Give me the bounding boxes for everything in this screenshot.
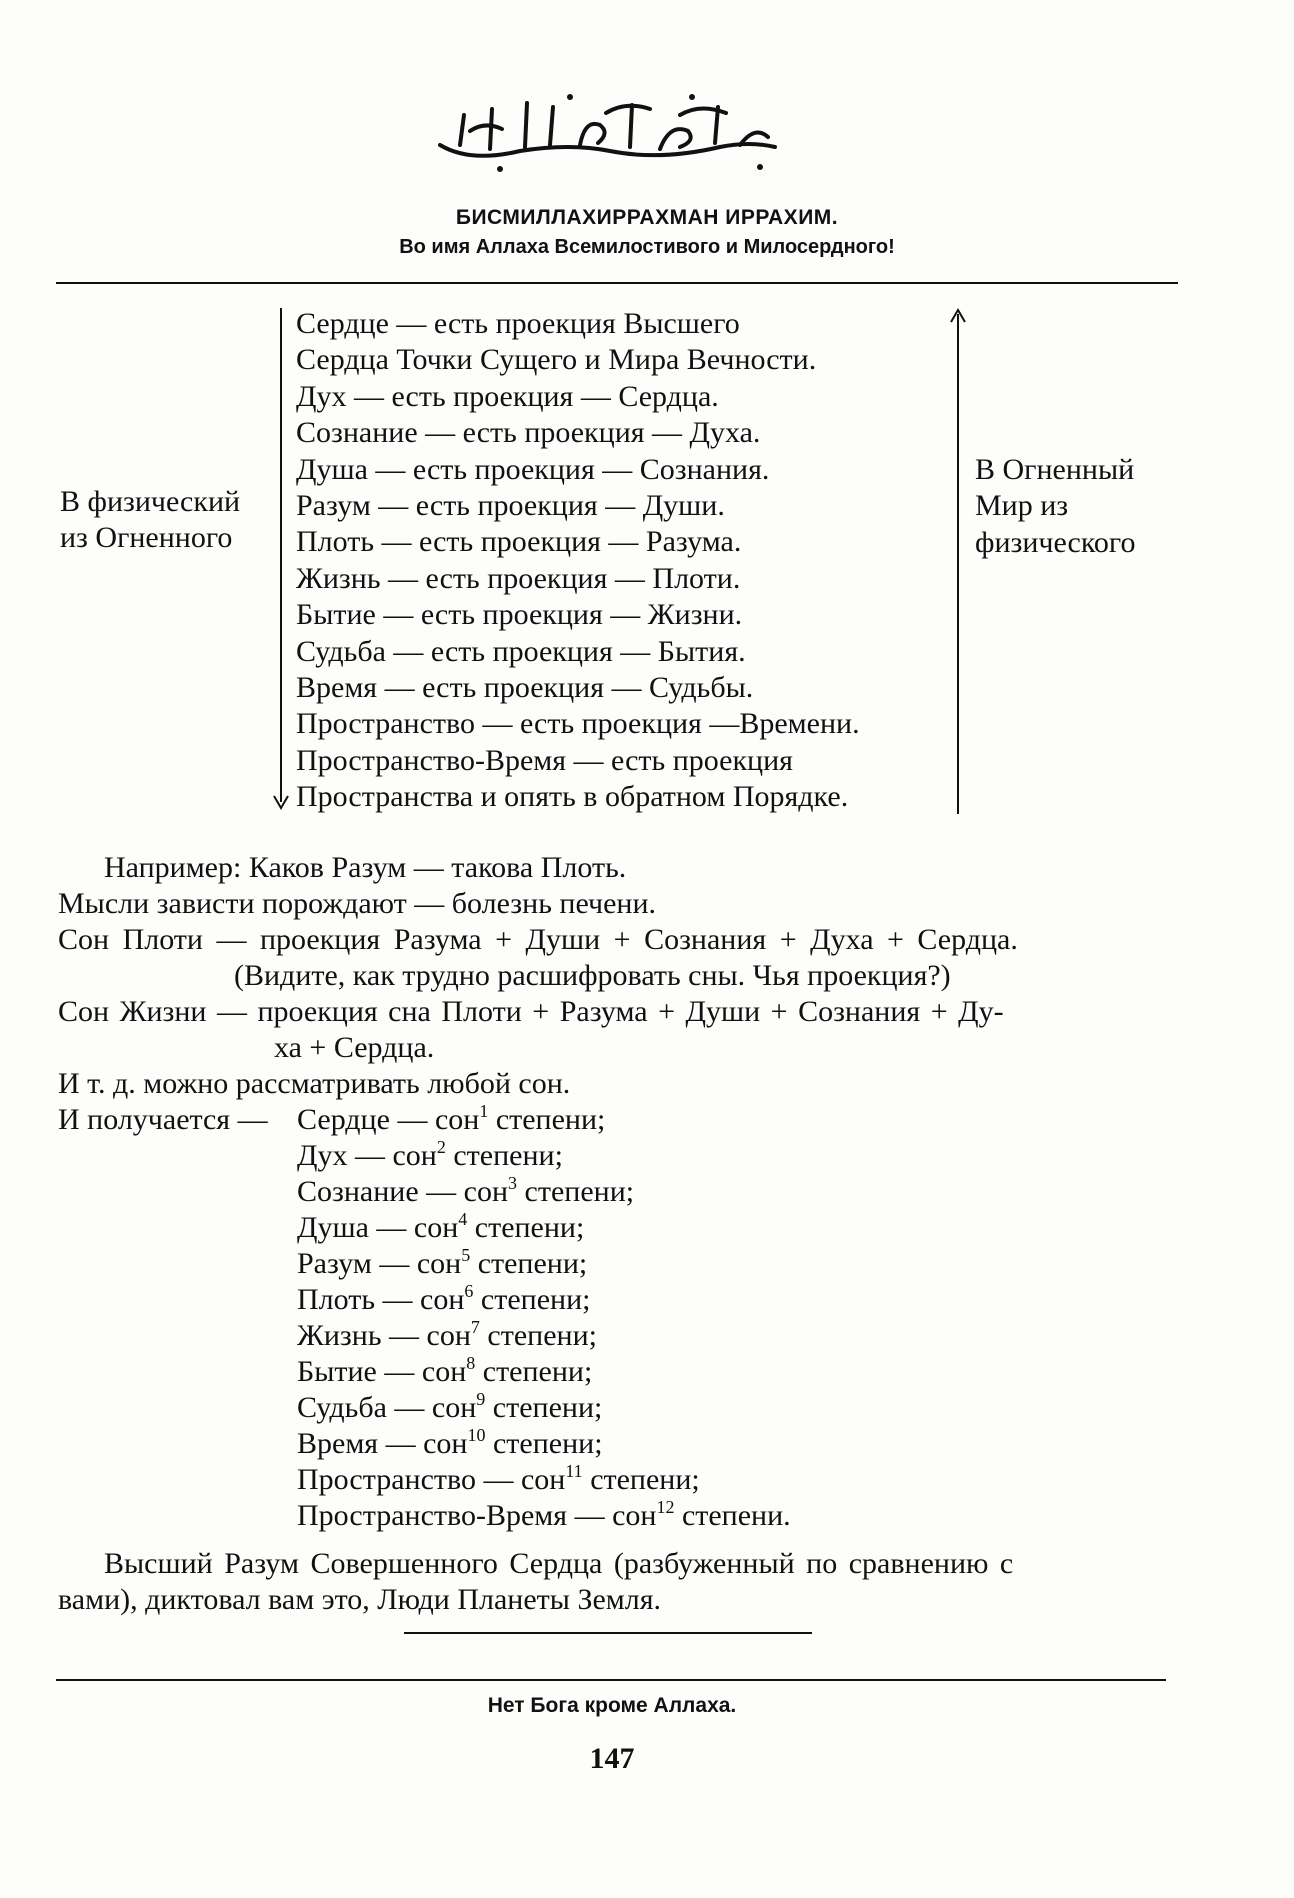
degree-word: сон: [434, 1103, 480, 1136]
degree-exponent: 7: [470, 1317, 480, 1337]
diagram-line: Бытие — есть проекция — Жизни.: [296, 598, 743, 632]
closing-line: вами), диктовал вам это, Люди Планеты Земля.: [58, 1583, 662, 1616]
footer-text: Нет Бога кроме Аллаха.: [487, 1694, 737, 1717]
degree-name: Время: [297, 1427, 379, 1460]
degree-suffix: степени: [492, 1391, 595, 1424]
degree-word: сон: [463, 1175, 509, 1208]
right-label-line: Мир из: [975, 489, 1069, 523]
degree-suffix: степени: [477, 1247, 579, 1280]
degree-suffix: степени: [681, 1499, 784, 1532]
degree-suffix: степени: [495, 1103, 598, 1136]
degree-name: Плоть: [297, 1283, 376, 1316]
degree-row: Душа — сон$^4$ степени;: [297, 1209, 585, 1244]
diagram-line: Судьба — есть проекция — Бытия.: [296, 634, 746, 668]
degree-row: Пространство-Время — сон$^{12}$ степени.: [297, 1497, 791, 1532]
left-label: [60, 484, 240, 557]
degree-row: Судьба — сон$^9$ степени;: [297, 1389, 603, 1424]
paragraph: Мысли зависти порождают — болезнь печени.: [58, 887, 657, 920]
diagram-line: Сердце — есть проекция Высшего: [296, 307, 740, 340]
degree-suffix: степени: [487, 1319, 589, 1352]
degree-name: Сознание: [297, 1175, 419, 1208]
left-label-line: из Огненного: [60, 521, 233, 555]
degree-list: [297, 1102, 791, 1534]
right-label-line: В Огненный: [975, 453, 1135, 486]
degree-word: сон: [520, 1463, 566, 1496]
degree-row: Сердце — сон$^1$ степени;: [297, 1101, 606, 1136]
degree-row: Сознание — сон$^3$ степени;: [297, 1173, 635, 1208]
diagram-line: Жизнь — есть проекция — Плоти.: [296, 561, 741, 595]
degree-name: Разум: [297, 1247, 372, 1280]
diagram-line: Душа — есть проекция — Сознания.: [296, 452, 770, 486]
degree-exponent: 1: [479, 1101, 489, 1121]
diagram-line: Время — есть проекция — Судьбы.: [296, 671, 754, 705]
header-rule: [56, 282, 1178, 284]
diagram-line: Сознание — есть проекция — Духа.: [296, 416, 761, 450]
degree-exponent: 4: [458, 1209, 468, 1229]
right-label: [975, 452, 1135, 561]
degree-name: Жизнь: [297, 1319, 382, 1352]
degree-name: Бытие: [297, 1355, 377, 1388]
degree-row: Время — сон$^{10}$ степени;: [297, 1425, 603, 1460]
degree-word: сон: [431, 1391, 477, 1424]
degree-exponent: 6: [464, 1281, 474, 1301]
diagram-line: Пространство — есть проекция —Времени.: [296, 707, 860, 741]
degree-exponent: 8: [466, 1353, 476, 1373]
paragraph: Сон Жизни — проекция сна Плоти + Разума + Души + Сознания + Ду-: [58, 995, 1004, 1028]
degree-suffix: степени: [590, 1463, 692, 1496]
diagram-line: Сердца Точки Сущего и Мира Вечности.: [296, 343, 817, 377]
degree-word: сон: [421, 1355, 467, 1388]
degree-suffix: степени: [480, 1283, 583, 1316]
header-subtitle: Во имя Аллаха Всемилостивого и Милосердного!: [399, 236, 895, 258]
degree-word: сон: [426, 1319, 471, 1352]
degree-name: Душа: [297, 1211, 369, 1244]
degree-row: Бытие — сон$^8$ степени;: [297, 1353, 593, 1388]
down-arrow-icon: [272, 792, 290, 810]
degree-name: Пространство-Время: [297, 1499, 568, 1532]
right-arrow-line: [957, 314, 959, 814]
degree-exponent: 2: [436, 1137, 446, 1157]
closing-line: Высший Разум Совершенного Сердца (разбуженный по сравнению с: [104, 1547, 1014, 1580]
footer-rule: [56, 1679, 1166, 1681]
degree-row: Дух — сон$^2$ степени;: [297, 1137, 563, 1172]
diagram-line: Плоть — есть проекция — Разума.: [296, 525, 742, 559]
degree-exponent: 5: [461, 1245, 471, 1265]
diagram-line: Пространства и опять в обратном Порядке.: [296, 780, 849, 814]
degree-name: Судьба: [297, 1391, 387, 1424]
degree-word: сон: [416, 1247, 462, 1280]
paragraph-prefix: И получается —: [58, 1103, 268, 1136]
degree-suffix: степени: [524, 1175, 626, 1208]
degree-suffix: степени: [482, 1355, 584, 1388]
paragraph: (Видите, как трудно расшифровать сны. Чья проекция?): [234, 959, 951, 992]
diagram-line: Дух — есть проекция — Сердца.: [296, 379, 719, 413]
right-label-line: физического: [975, 525, 1136, 559]
degree-row: Пространство — сон$^{11}$ степени;: [297, 1461, 700, 1496]
degree-word: сон: [423, 1427, 468, 1460]
degree-suffix: степени: [453, 1139, 555, 1172]
degree-word: сон: [420, 1283, 465, 1316]
diagram-line: Разум — есть проекция — Души.: [296, 489, 725, 523]
paragraph: Например: Каков Разум — такова Плоть.: [104, 851, 627, 884]
diagram-line: Пространство-Время — есть проекция: [296, 743, 793, 777]
degree-exponent: 9: [476, 1389, 486, 1409]
degree-word: сон: [413, 1211, 459, 1244]
left-bracket-line: [280, 308, 282, 802]
degree-name: Дух: [297, 1139, 348, 1172]
degree-exponent: 3: [508, 1173, 518, 1193]
degree-suffix: степени: [492, 1427, 595, 1460]
paragraph: ха + Сердца.: [274, 1031, 435, 1064]
degree-exponent: 11: [565, 1461, 583, 1481]
degree-row: Жизнь — сон$^7$ степени;: [297, 1317, 597, 1352]
paragraph: Сон Плоти — проекция Разума + Души + Сознания + Духа + Сердца.: [58, 923, 1018, 956]
degree-row: Разум — сон$^5$ степени;: [297, 1245, 588, 1280]
header-title: БИСМИЛЛАХИРРАХМАН ИРРАХИМ.: [455, 206, 839, 229]
degree-exponent: 10: [467, 1425, 486, 1445]
degree-suffix: степени: [474, 1211, 576, 1244]
degree-name: Пространство: [297, 1463, 476, 1496]
section-end-rule: [404, 1632, 812, 1634]
left-label-line: В физический: [60, 485, 241, 518]
degree-exponent: 12: [656, 1497, 675, 1517]
up-arrow-icon: [949, 308, 967, 326]
degree-row: Плоть — сон$^6$ степени;: [297, 1281, 591, 1316]
paragraph: И т. д. можно рассматривать любой сон.: [58, 1067, 571, 1100]
diagram-lines: [296, 306, 860, 816]
page-number: 147: [589, 1742, 635, 1775]
degree-word: сон: [392, 1139, 437, 1172]
bismillah-calligraphy: [430, 85, 790, 175]
degree-name: Сердце: [297, 1103, 390, 1136]
degree-word: сон: [612, 1499, 657, 1532]
